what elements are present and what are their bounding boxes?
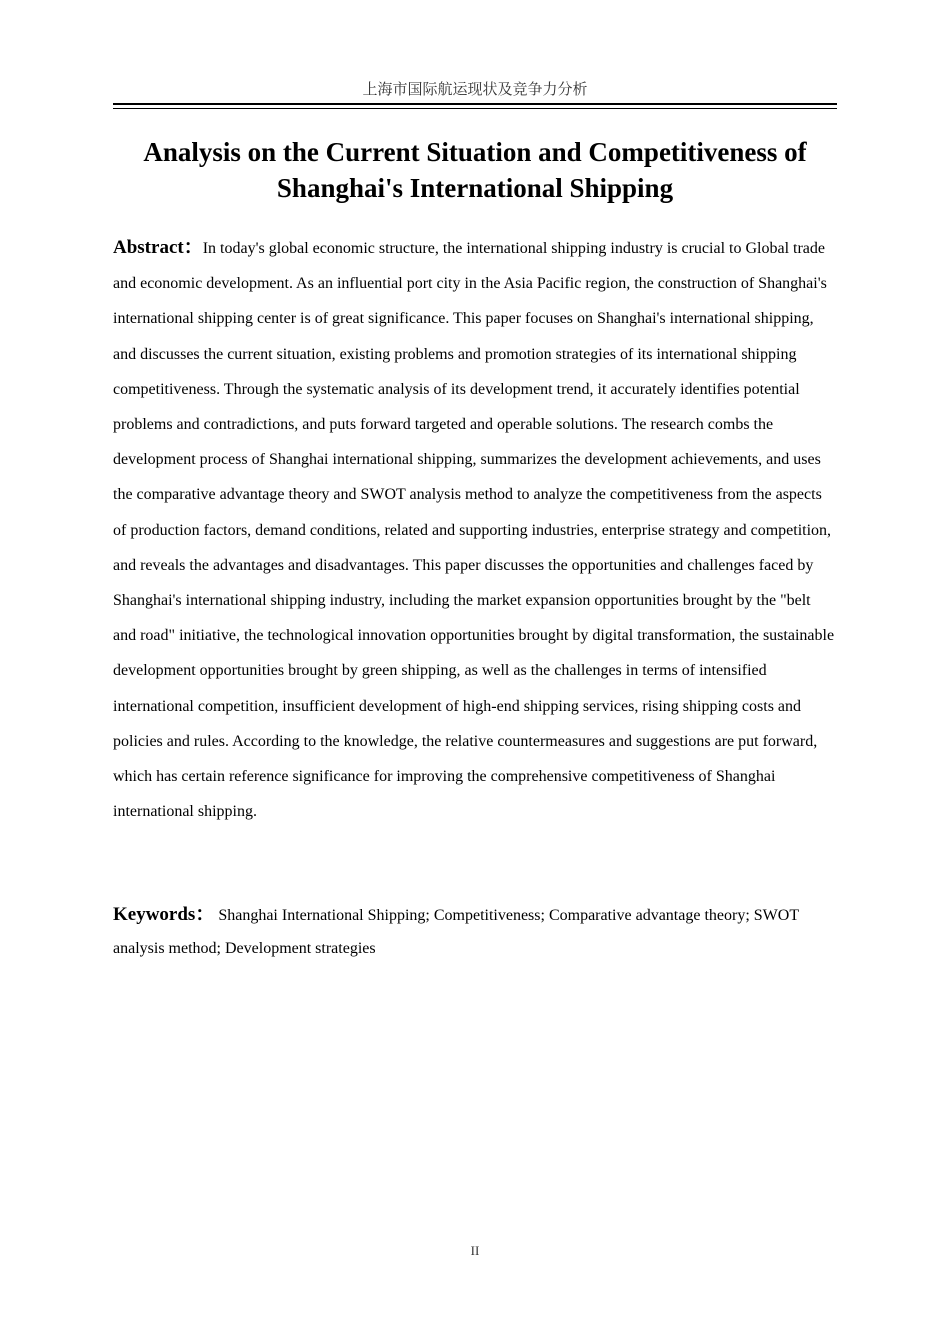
header-rule-thin — [113, 108, 837, 109]
keywords-text: Shanghai International Shipping; Competitiveness; Comparative advantage theory; SWOT analysis method; Development strategies — [113, 907, 799, 957]
paper-title: Analysis on the Current Situation and Competitiveness of Shanghai's International Shipping — [143, 137, 807, 203]
keywords-label: Keywords： — [113, 904, 215, 925]
header-rule-thick — [113, 103, 837, 105]
running-header: 上海市国际航运现状及竞争力分析 — [362, 80, 588, 98]
keywords-section — [113, 898, 837, 965]
abstract-label: Abstract： — [113, 237, 203, 258]
page-number: II — [470, 1243, 480, 1258]
abstract-text: In today's global economic structure, the international shipping industry is crucial to Global trade and economic development. As an influential port city in the Asia Pacific region, the construction of Shanghai's international shipping center is of great significance. This paper focuses on Shanghai's international shipping, and discusses the current situation, existing problems and promotion strategies of its international shipping competitiveness. Through the systematic analysis of its development trend, it accurately identifies potential problems and contradictions, and puts forward targeted and operable solutions. The research combs the development process of Shanghai international shipping, summarizes the development achievements, and uses the comparative advantage theory and SWOT analysis method to analyze the competitiveness from the aspects of production factors, demand conditions, related and supporting industries, enterprise strategy and competition, and reveals the advantages and disadvantages. This paper discusses the opportunities and challenges faced by Shanghai's international shipping industry, including the market expansion opportunities brought by the "belt and road" initiative, the technological innovation opportunities brought by digital transformation, the sustainable development opportunities brought by green shipping, as well as the challenges in terms of intensified international competition, insufficient development of high-end shipping services, rising shipping costs and policies and rules. According to the knowledge, the relative countermeasures and suggestions are put forward, which has certain reference significance for improving the comprehensive competitiveness of Shanghai international shipping. — [113, 240, 835, 821]
abstract-section — [113, 230, 837, 829]
